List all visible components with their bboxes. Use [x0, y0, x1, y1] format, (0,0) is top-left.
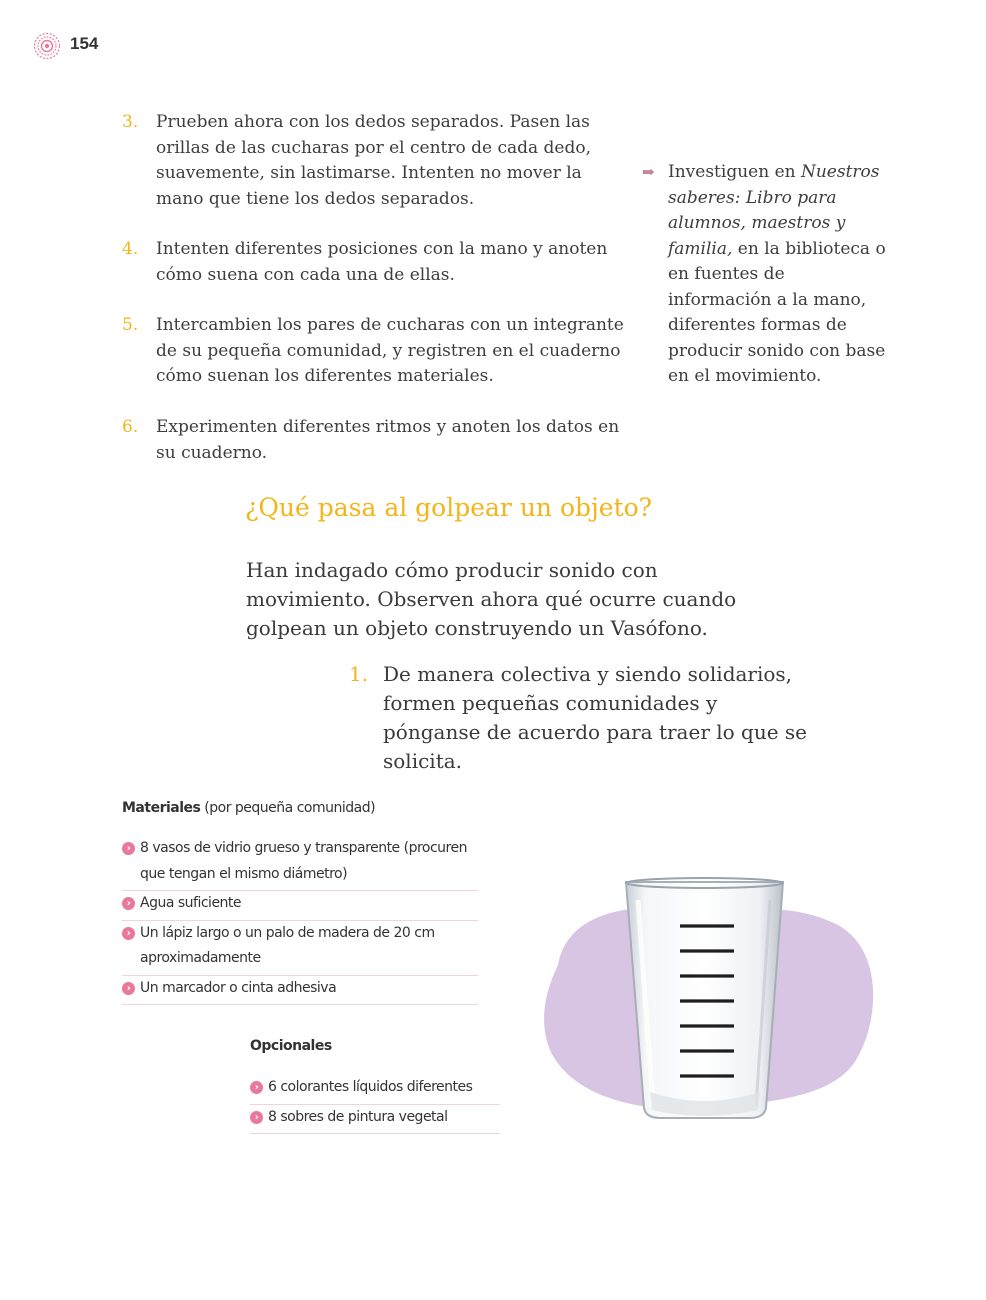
list-item-text: 8 sobres de pintura vegetal: [268, 1108, 448, 1125]
list-item: [122, 976, 478, 1006]
section-intro: Han indagado cómo producir sonido con movimiento. Observen ahora qué ocurre cuando golpean un objeto construyendo un Vasófono.: [246, 558, 737, 640]
side-note-book-title: Nuestros saberes: Libro para alumnos, maestros y familia,: [668, 162, 880, 259]
list-item: [122, 891, 478, 921]
list-item: [122, 921, 478, 976]
list-item-text: Un lápiz largo o un palo de madera de 20 cm aproximadamente: [140, 924, 435, 966]
step-6: [122, 415, 627, 466]
step-text: Intenten diferentes posiciones con la mano y anoten cómo suena con cada una de ellas.: [156, 239, 608, 285]
chevron-right-circle-icon: ›: [250, 1111, 263, 1124]
step-text: De manera colectiva y siendo solidarios, formen pequeñas comunidades y pónganse de acuerdo para traer lo que se solicita.: [383, 662, 808, 773]
chevron-right-circle-icon: ›: [122, 897, 135, 910]
materials-title: Materiales: [122, 800, 201, 816]
list-item-text: 8 vasos de vidrio grueso y transparente (procuren que tengan el mismo diámetro): [140, 840, 467, 882]
materials-heading: [122, 800, 375, 816]
list-item: [250, 1075, 500, 1105]
list-item: [122, 836, 478, 891]
step-4: [122, 237, 627, 288]
step-text: Experimenten diferentes ritmos y anoten los datos en su cuaderno.: [156, 417, 620, 463]
step-number: 5.: [122, 315, 139, 335]
step-5: [122, 313, 627, 390]
side-note: [642, 160, 892, 390]
chevron-right-circle-icon: ›: [250, 1081, 263, 1094]
materials-title-note: (por pequeña comunidad): [204, 800, 376, 816]
collab-step: [349, 660, 809, 776]
list-item-text: Agua suficiente: [140, 895, 242, 911]
list-item: [250, 1105, 500, 1135]
step-3: [122, 110, 627, 212]
step-number: 1.: [349, 662, 369, 686]
section-title: ¿Qué pasa al golpear un objeto?: [245, 493, 653, 522]
step-text: Intercambien los pares de cucharas con un integrante de su pequeña comunidad, y registren en el cuaderno cómo suenan los diferentes materiales.: [156, 315, 624, 386]
step-text: Prueben ahora con los dedos separados. Pasen las orillas de las cucharas por el centro de cada dedo, suavemente, sin lastimarse. Intenten no mover la mano que tiene los dedos separados.: [156, 112, 592, 209]
graduated-glass-illustration: [538, 870, 878, 1130]
side-note-after: en la biblioteca o en fuentes de información a la mano, diferentes formas de producir sonido con base en el movimiento.: [668, 238, 886, 386]
arrow-right-icon: ➡: [642, 163, 655, 181]
side-note-before: Investiguen en: [668, 162, 801, 182]
chevron-right-circle-icon: ›: [122, 982, 135, 995]
side-note-text: [668, 160, 892, 390]
step-number: 3.: [122, 112, 139, 132]
list-item-text: 6 colorantes líquidos diferentes: [268, 1079, 473, 1095]
sun-mandala-icon: [33, 32, 61, 60]
page-number: 154: [70, 34, 99, 53]
step-number: 4.: [122, 239, 139, 259]
step-number: 6.: [122, 417, 139, 437]
materials-list: [122, 836, 478, 1005]
chevron-right-circle-icon: ›: [122, 842, 135, 855]
optional-title: Opcionales: [250, 1038, 332, 1054]
chevron-right-circle-icon: ›: [122, 927, 135, 940]
optional-list: [250, 1075, 500, 1134]
list-item-text: Un marcador o cinta adhesiva: [140, 979, 337, 996]
